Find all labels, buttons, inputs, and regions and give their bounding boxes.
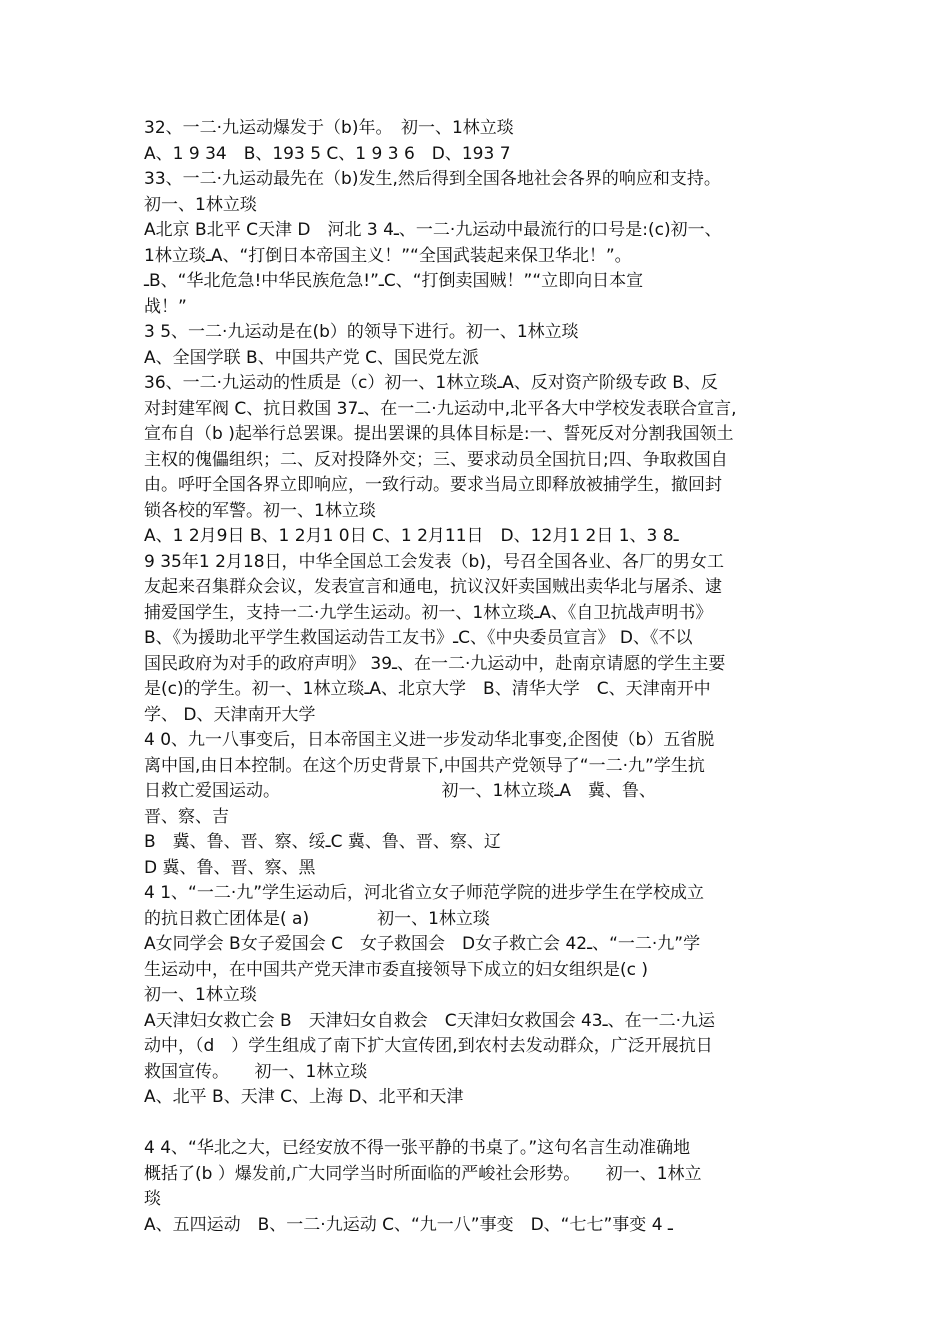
text-line: 32、一二·九运动爆发于（b)年。 初一、1林立琰 bbox=[144, 118, 514, 138]
text-line: A、北平 B、天津 C、上海 D、北平和天津 bbox=[144, 1087, 464, 1107]
text-line: 琰 bbox=[144, 1189, 161, 1209]
text-line: 概括了(b ）爆发前,广大同学当时所面临的严峻社会形势。 初一、1林立 bbox=[144, 1163, 702, 1184]
text-line: 生运动中，在中国共产党天津市委直接领导下成立的妇女组织是(c ) bbox=[144, 959, 649, 980]
text-line: 晋、察、吉 bbox=[144, 806, 229, 827]
text-line: 的抗日救亡团体是( a) 初一、1林立琰 bbox=[144, 908, 490, 929]
text-line: 离中国,由日本控制。在这个历史背景下,中国共产党领导了“一二·九”学生抗 bbox=[144, 755, 705, 776]
text-line: 战！” bbox=[144, 296, 187, 317]
text-line: 9 35年1 2月18日，中华全国总工会发表（b)，号召全国各业、各厂的男女工 bbox=[144, 551, 724, 572]
text-line: A、1 9 34 B、193 5 C、1 9 3 6 D、193 7 bbox=[144, 143, 511, 164]
text-line: A女同学会 B女子爱国会 C 女子救国会 D女子救亡会 42ـ、“一二·九”学 bbox=[144, 934, 701, 954]
text-line: 4 1、“一二·九”学生运动后，河北省立女子师范学院的进步学生在学校成立 bbox=[144, 883, 705, 903]
text-line: A北京 B北平 C天津 D 河北 3 4ـ、一二·九运动中最流行的口号是:(c)初一、 bbox=[144, 220, 722, 240]
document-body bbox=[144, 116, 809, 1238]
text-line: A、全国学联 B、中国共产党 C、国民党左派 bbox=[144, 347, 479, 368]
text-line: 对封建军阀 C、抗日救国 37ـ、在一二·九运动中,北平各大中学校发表联合宣言, bbox=[144, 398, 737, 419]
text-line: A天津妇女救亡会 B 天津妇女自救会 C天津妇女救国会 43ـ、在一二·九运 bbox=[144, 1010, 715, 1031]
text-line: B 冀、鲁、晋、察、绥ـC 冀、鲁、晋、察、辽 bbox=[144, 832, 501, 852]
text-line: 锁各校的军警。初一、1林立琰 bbox=[144, 500, 376, 521]
text-line: ـB、“华北危急!中华民族危急!”ـC、“打倒卖国贼！”“立即向日本宣 bbox=[144, 271, 644, 291]
blank-line bbox=[144, 1111, 809, 1137]
text-line: 动中，（d ）学生组成了南下扩大宣传团,到农村去发动群众，广泛开展抗日 bbox=[144, 1036, 713, 1056]
text-line: 国民政府为对手的政府声明》 39ـ、在一二·九运动中，赴南京请愿的学生主要 bbox=[144, 653, 726, 674]
text-line: 学、 D、天津南开大学 bbox=[144, 704, 316, 725]
text-line: 4 0、九一八事变后，日本帝国主义进一步发动华北事变,企图使（b）五省脱 bbox=[144, 730, 715, 750]
text-line: 主权的傀儡组织；二、反对投降外交；三、要求动员全国抗日;四、争取救国自 bbox=[144, 449, 728, 470]
text-line: 捕爱国学生，支持一二·九学生运动。初一、1林立琰ـA、《自卫抗战声明书》 bbox=[144, 602, 713, 623]
text-line: 33、一二·九运动最先在（b)发生,然后得到全国各地社会各界的响应和支持。 bbox=[144, 169, 721, 189]
text-line: 救国宣传。 初一、1林立琰 bbox=[144, 1061, 368, 1082]
text-line: 初一、1林立琰 bbox=[144, 985, 257, 1005]
text-line: 宣布自（b )起举行总罢课。提出罢课的具体目标是:一、誓死反对分割我国领土 bbox=[144, 424, 734, 444]
text-line: 1林立琰ـA、“打倒日本帝国主义！”“全国武装起来保卫华北！”。 bbox=[144, 245, 632, 266]
text-line: 4 4、“华北之大，已经安放不得一张平静的书桌了。”这句名言生动准确地 bbox=[144, 1138, 691, 1158]
text-line: B、《为援助北平学生救国运动告工友书》ـC、《中央委员宣言》 D、《不以 bbox=[144, 628, 693, 648]
text-line: A、五四运动 B、一二·九运动 C、“九一八”事变 D、“七七”事变 4 ـ bbox=[144, 1214, 673, 1235]
text-line: 友起来召集群众会议，发表宣言和通电，抗议汉奸卖国贼出卖华北与屠杀、逮 bbox=[144, 577, 722, 597]
text-line: 36、一二·九运动的性质是（c）初一、1林立琰ـA、反对资产阶级专政 B、反 bbox=[144, 373, 718, 393]
text-line: 由。呼吁全国各界立即响应，一致行动。要求当局立即释放被捕学生，撤回封 bbox=[144, 475, 722, 495]
text-line: 是(c)的学生。初一、1林立琰ـA、北京大学 B、清华大学 C、天津南开中 bbox=[144, 679, 711, 699]
text-line: 初一、1林立琰 bbox=[144, 194, 257, 215]
text-line: 3 5、一二·九运动是在(b）的领导下进行。初一、1林立琰 bbox=[144, 322, 579, 342]
text-line: 日救亡爱国运动。 初一、1林立琰ـA 冀、鲁、 bbox=[144, 781, 656, 801]
text-line: D 冀、鲁、晋、察、黑 bbox=[144, 857, 316, 878]
text-line: A、1 2月9日 B、1 2月1 0日 C、1 2月11日 D、12月1 2日 1、3 8ـ bbox=[144, 526, 679, 546]
